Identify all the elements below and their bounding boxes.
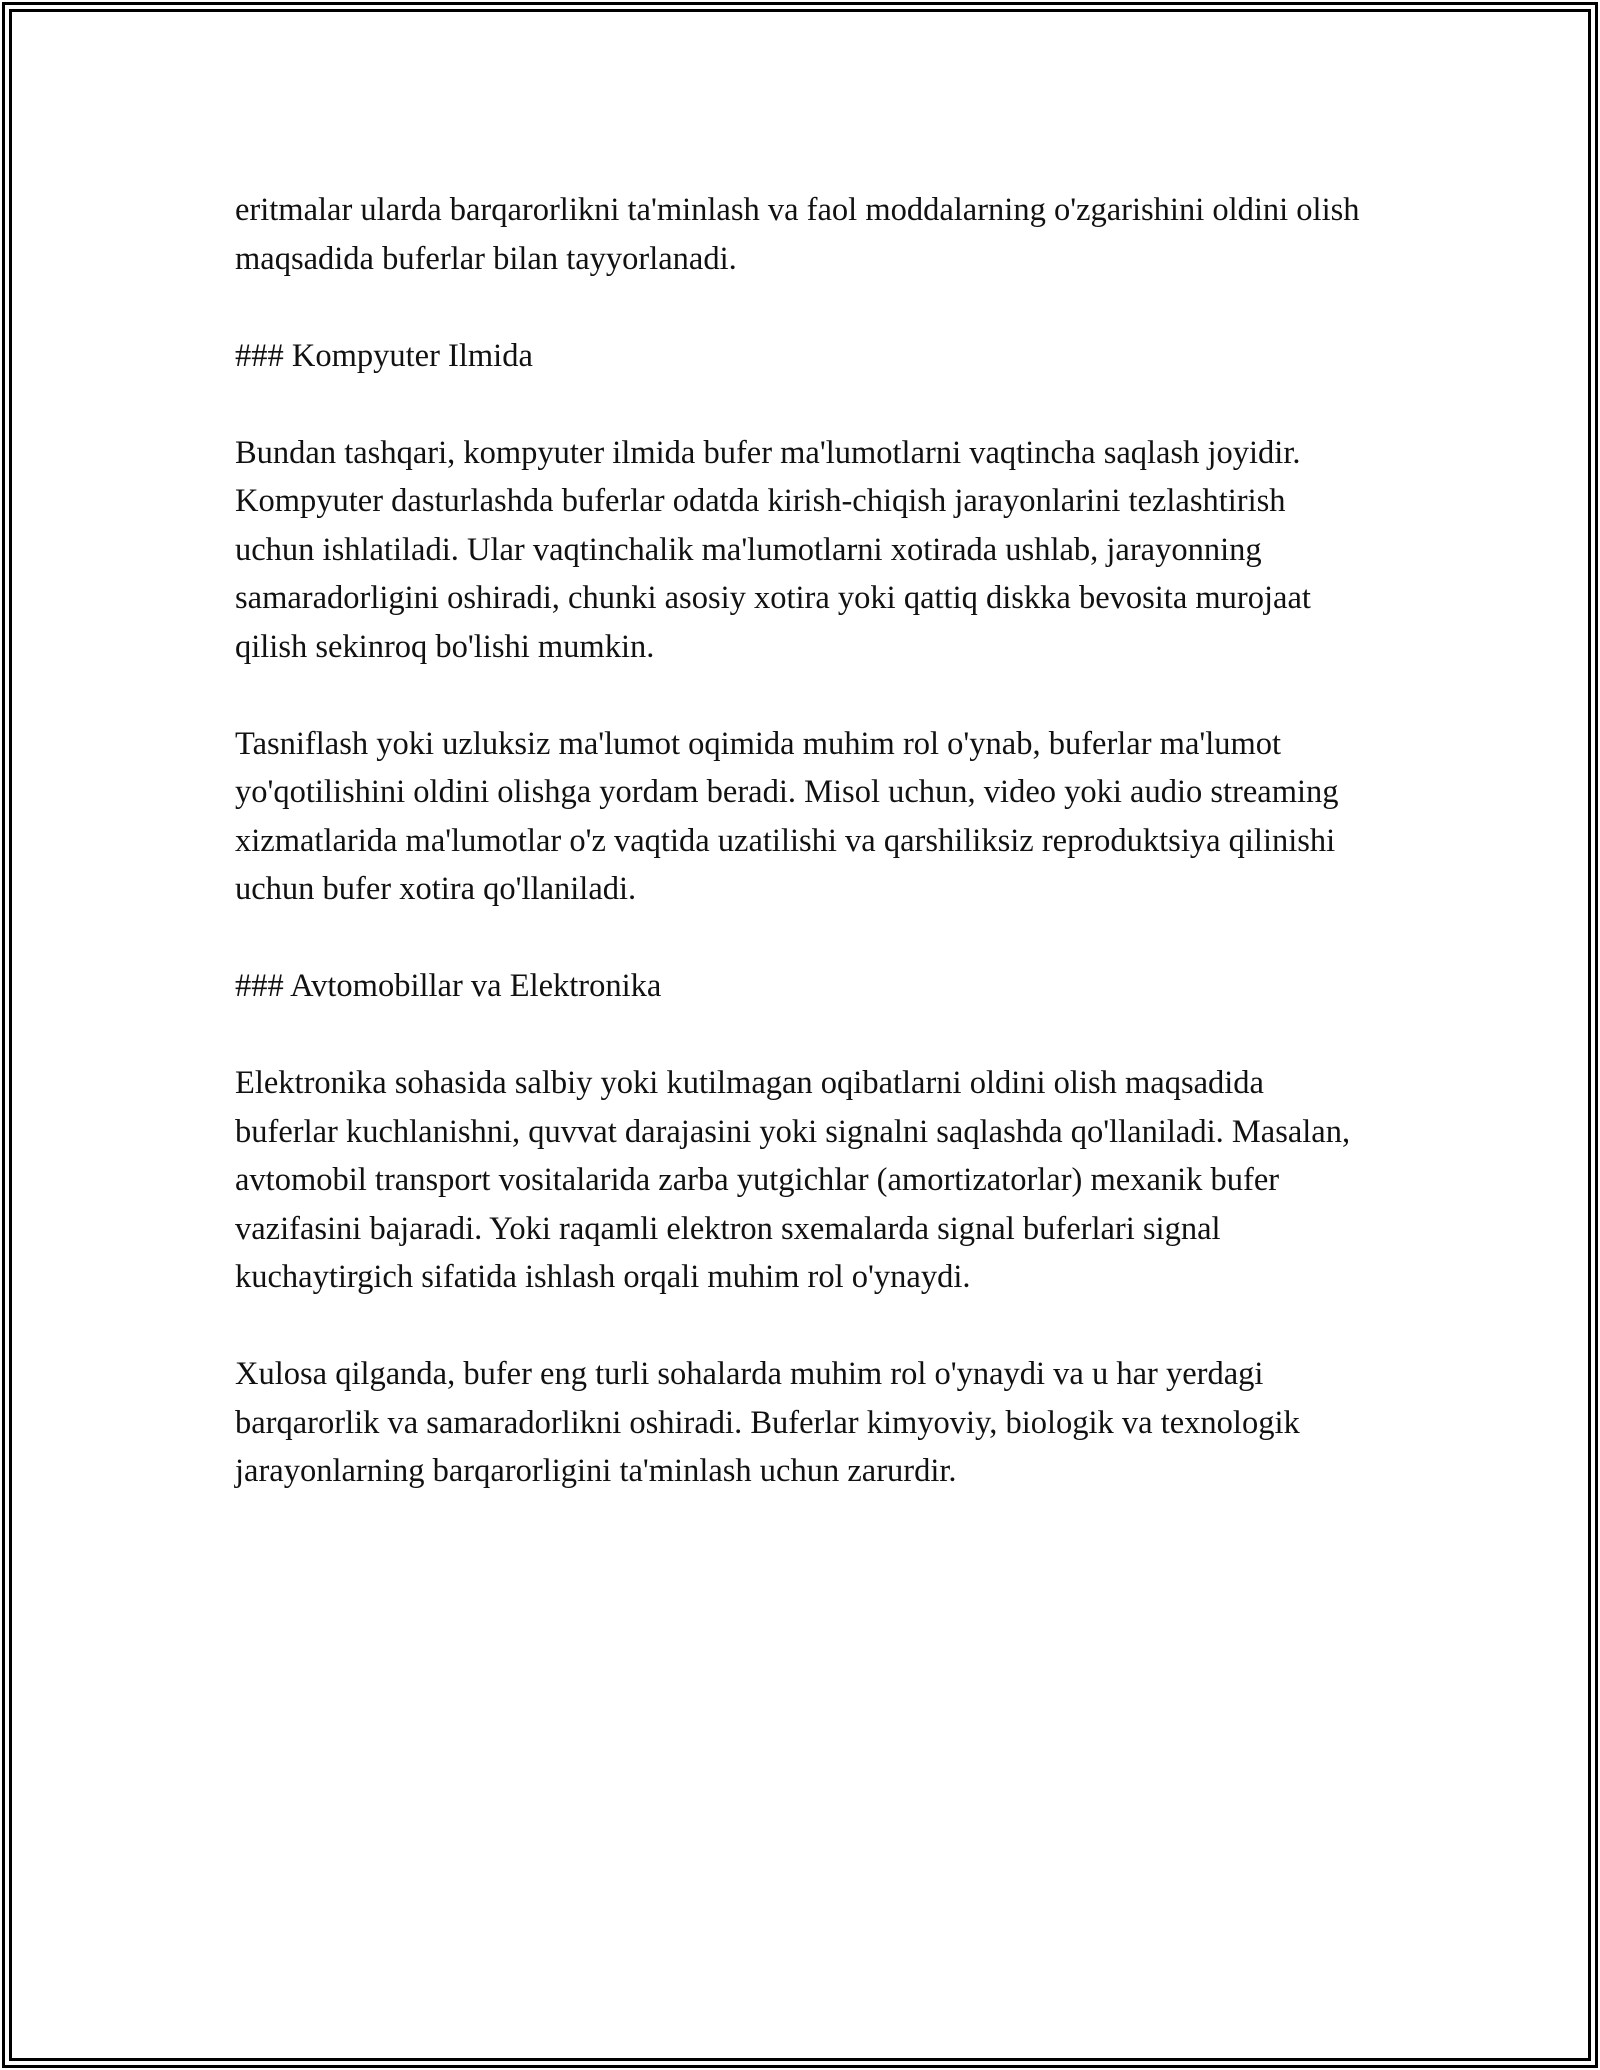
paragraph-streaming-buffers: Tasniflash yoki uzluksiz ma'lumot oqimida muhim rol o'ynab, buferlar ma'lumot yo'qotilishini oldini olishga yordam beradi. Misol uchun, video yoki audio streaming xizmatlarida ma'lumotlar o'z vaqtida uzatilishi va qarshiliksiz reproduktsiya qilinishi uchun bufer xotira qo'llaniladi. [235,725,1339,907]
paragraph-conclusion: Xulosa qilganda, bufer eng turli sohalarda muhim rol o'ynaydi va u har yerdagi barqarorlik va samaradorlikni oshiradi. Buferlar kimyoviy, biologik va texnologik jarayonlarning barqarorligini ta'minlash uchun zarurdir. [235,1356,1300,1489]
section-heading-avtomobillar-elektronika: ### Avtomobillar va Elektronika [235,968,662,1004]
paragraph-intro-continuation: eritmalar ularda barqarorlikni ta'minlash va faol moddalarning o'zgarishini oldini olish maqsadida buferlar bilan tayyorlanadi. [235,192,1360,277]
section-heading-kompyuter-ilmida: ### Kompyuter Ilmida [235,337,533,374]
paragraph-computer-buffers: Bundan tashqari, kompyuter ilmida bufer ma'lumotlarni vaqtincha saqlash joyidir. Kompyuter dasturlashda buferlar odatda kirish-chiqish jarayonlarini tezlashtirish uchun ishlatiladi. Ular vaqtinchalik ma'lumotlarni xotirada ushlab, jarayonning samaradorligini oshiradi, chunki asosiy xotira yoki qattiq diskka bevosita murojaat qilish sekinroq bo'lishi mumkin. [235,434,1311,665]
document-body [235,186,1365,1496]
paragraph-electronics-buffers: Elektronika sohasida salbiy yoki kutilmagan oqibatlarni oldini olish maqsadida buferlar kuchlanishni, quvvat darajasini yoki signalni saqlashda qo'llaniladi. Masalan, avtomobil transport vositalarida zarba yutgichlar (amortizatorlar) mexanik bufer vazifasini bajaradi. Yoki raqamli elektron sxemalarda signal buferlari signal kuchaytirgich sifatida ishlash orqali muhim rol o'ynaydi. [235,1065,1351,1295]
